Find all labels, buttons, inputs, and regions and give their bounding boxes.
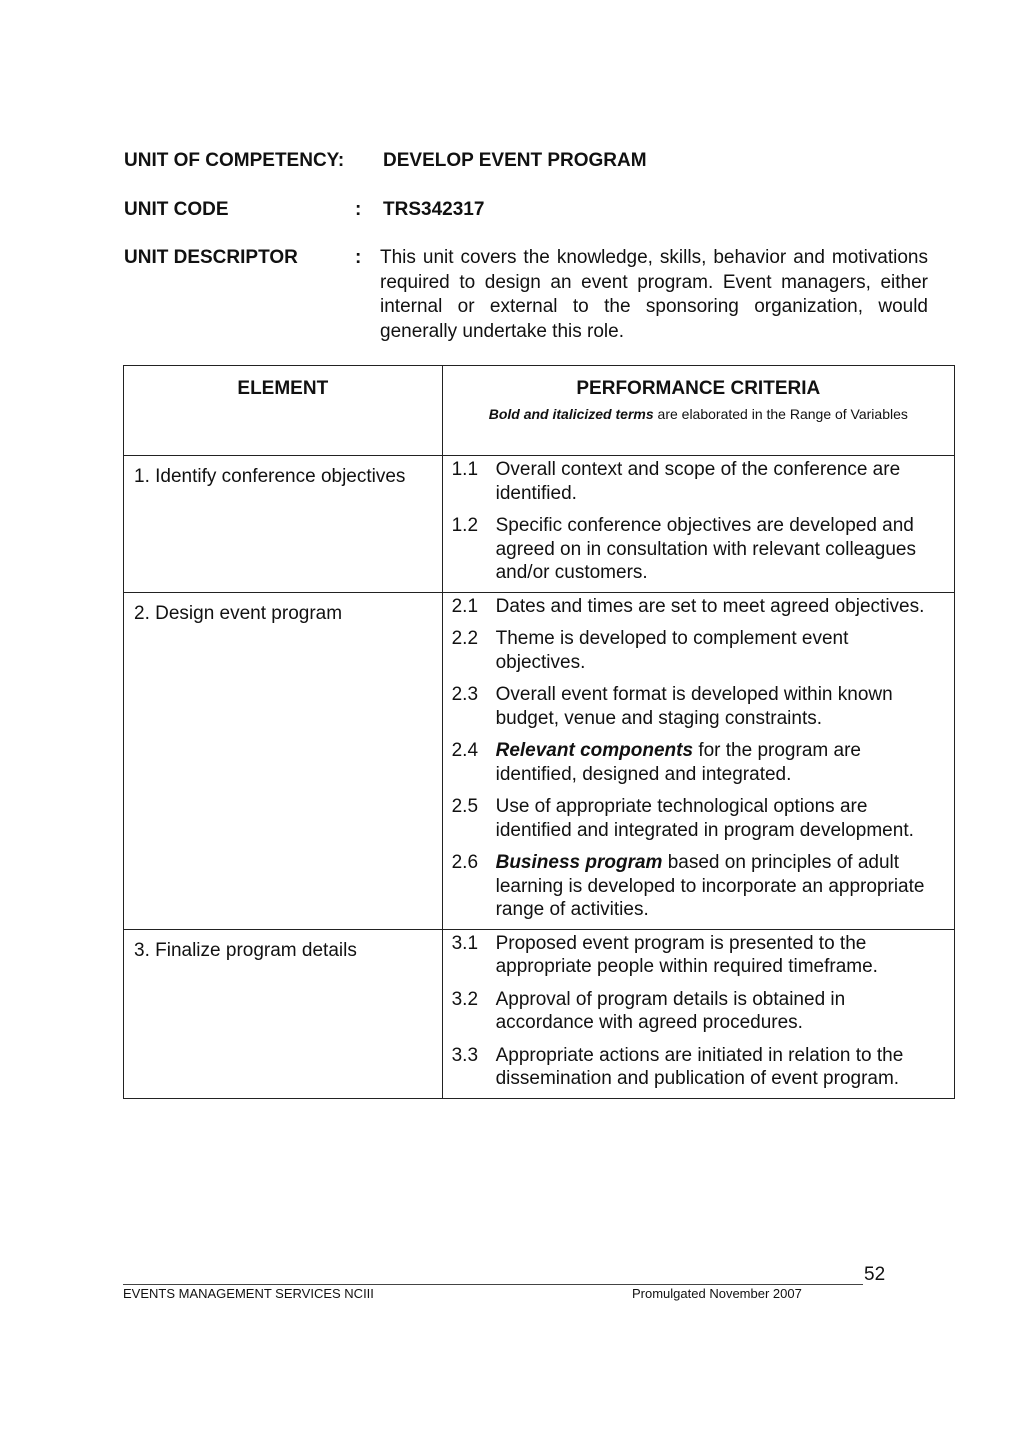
criterion-text-plain: Use of appropriate technological options are identified and integrated in program development. bbox=[495, 796, 914, 841]
criterion-text-plain: Approval of program details is obtained in accordance with agreed procedures. bbox=[495, 988, 846, 1033]
criterion-number: 2.2 bbox=[451, 628, 479, 649]
criterion-text bbox=[496, 683, 938, 730]
criterion-text bbox=[496, 795, 938, 842]
criteria-column-header bbox=[442, 366, 954, 456]
criterion-number: 2.1 bbox=[451, 595, 479, 617]
criteria-title: PERFORMANCE CRITERIA bbox=[576, 378, 821, 399]
criterion-number: 2.4 bbox=[451, 740, 479, 761]
page-number: 52 bbox=[864, 1264, 886, 1285]
criterion-number: 1.2 bbox=[451, 515, 479, 536]
element-cell: 2. Design event program bbox=[124, 592, 443, 929]
competency-label: UNIT OF COMPETENCY: bbox=[124, 150, 345, 171]
criterion-text-plain: Specific conference objectives are developed and agreed on in consultation with relevant colleagues and/or customers. bbox=[495, 515, 916, 583]
code-value: TRS342317 bbox=[383, 199, 485, 220]
code-colon: : bbox=[355, 199, 362, 220]
table-row bbox=[124, 456, 955, 593]
criterion-text-rest: based on principles of adult learning is developed to incorporate an appropriate range of activities. bbox=[495, 852, 925, 920]
criterion-text-plain: Theme is developed to complement event objectives. bbox=[495, 628, 849, 673]
criterion-text bbox=[496, 739, 938, 786]
footer-divider bbox=[123, 1284, 863, 1285]
criterion-item bbox=[452, 739, 938, 786]
descriptor-text: This unit covers the knowledge, skills, behavior and motivations required to design an event program. Event managers, either internal or external to the sponsoring organization, would generally undertake this role. bbox=[380, 247, 928, 342]
criterion-number: 1.1 bbox=[451, 459, 479, 480]
criteria-note bbox=[444, 403, 953, 425]
criterion-item bbox=[452, 932, 938, 979]
criterion-range-term: Business program bbox=[495, 852, 663, 873]
criteria-cell bbox=[442, 592, 954, 929]
criterion-text bbox=[496, 627, 938, 674]
table-header-row bbox=[124, 366, 955, 456]
footer-left-text: EVENTS MANAGEMENT SERVICES NCIII bbox=[123, 1286, 374, 1301]
code-label: UNIT CODE bbox=[124, 199, 229, 220]
criterion-text bbox=[496, 932, 938, 979]
criterion-text bbox=[496, 514, 938, 585]
criterion-text bbox=[496, 988, 938, 1035]
criterion-text-plain: Overall event format is developed within known budget, venue and staging constraints. bbox=[495, 684, 893, 729]
criterion-text bbox=[496, 851, 938, 922]
criterion-item bbox=[452, 1044, 938, 1091]
element-cell: 3. Finalize program details bbox=[124, 929, 443, 1098]
criterion-text-plain: Dates and times are set to meet agreed objectives. bbox=[495, 595, 925, 617]
criterion-number: 2.3 bbox=[451, 684, 479, 705]
criterion-number: 3.2 bbox=[451, 988, 479, 1010]
criteria-cell bbox=[442, 929, 954, 1098]
criterion-item bbox=[452, 627, 938, 674]
criterion-item bbox=[452, 683, 938, 730]
criterion-text-plain: Appropriate actions are initiated in relation to the dissemination and publication of event program. bbox=[495, 1044, 904, 1089]
criterion-item bbox=[452, 795, 938, 842]
criterion-range-term: Relevant components bbox=[495, 740, 694, 761]
criterion-item bbox=[452, 458, 938, 505]
descriptor-label: UNIT DESCRIPTOR bbox=[124, 247, 298, 268]
criteria-note-rest: are elaborated in the Range of Variables bbox=[653, 406, 908, 422]
criterion-text bbox=[496, 595, 938, 619]
competency-value: DEVELOP EVENT PROGRAM bbox=[383, 150, 647, 171]
criterion-number: 3.3 bbox=[451, 1044, 479, 1066]
competency-table bbox=[123, 365, 955, 1099]
criterion-number: 2.5 bbox=[451, 796, 479, 817]
table-body bbox=[124, 456, 955, 1099]
criterion-text bbox=[496, 458, 938, 505]
criterion-item bbox=[452, 514, 938, 585]
criterion-number: 2.6 bbox=[451, 852, 479, 873]
criterion-text-rest: for the program are identified, designed and integrated. bbox=[495, 740, 861, 785]
descriptor-colon: : bbox=[355, 247, 362, 268]
criterion-item bbox=[452, 595, 938, 619]
criterion-text bbox=[496, 1044, 938, 1091]
element-cell: 1. Identify conference objectives bbox=[124, 456, 443, 593]
criterion-text-plain: Proposed event program is presented to the appropriate people within required timeframe. bbox=[495, 932, 878, 977]
table-row bbox=[124, 592, 955, 929]
element-column-header: ELEMENT bbox=[124, 366, 443, 456]
footer-right-text: Promulgated November 2007 bbox=[632, 1286, 802, 1301]
criterion-item bbox=[452, 988, 938, 1035]
criterion-text-plain: Overall context and scope of the conference are identified. bbox=[495, 459, 901, 504]
criterion-item bbox=[452, 851, 938, 922]
criteria-note-bold: Bold and italicized terms bbox=[488, 406, 654, 422]
criteria-cell bbox=[442, 456, 954, 593]
table-row bbox=[124, 929, 955, 1098]
criterion-number: 3.1 bbox=[451, 932, 479, 954]
